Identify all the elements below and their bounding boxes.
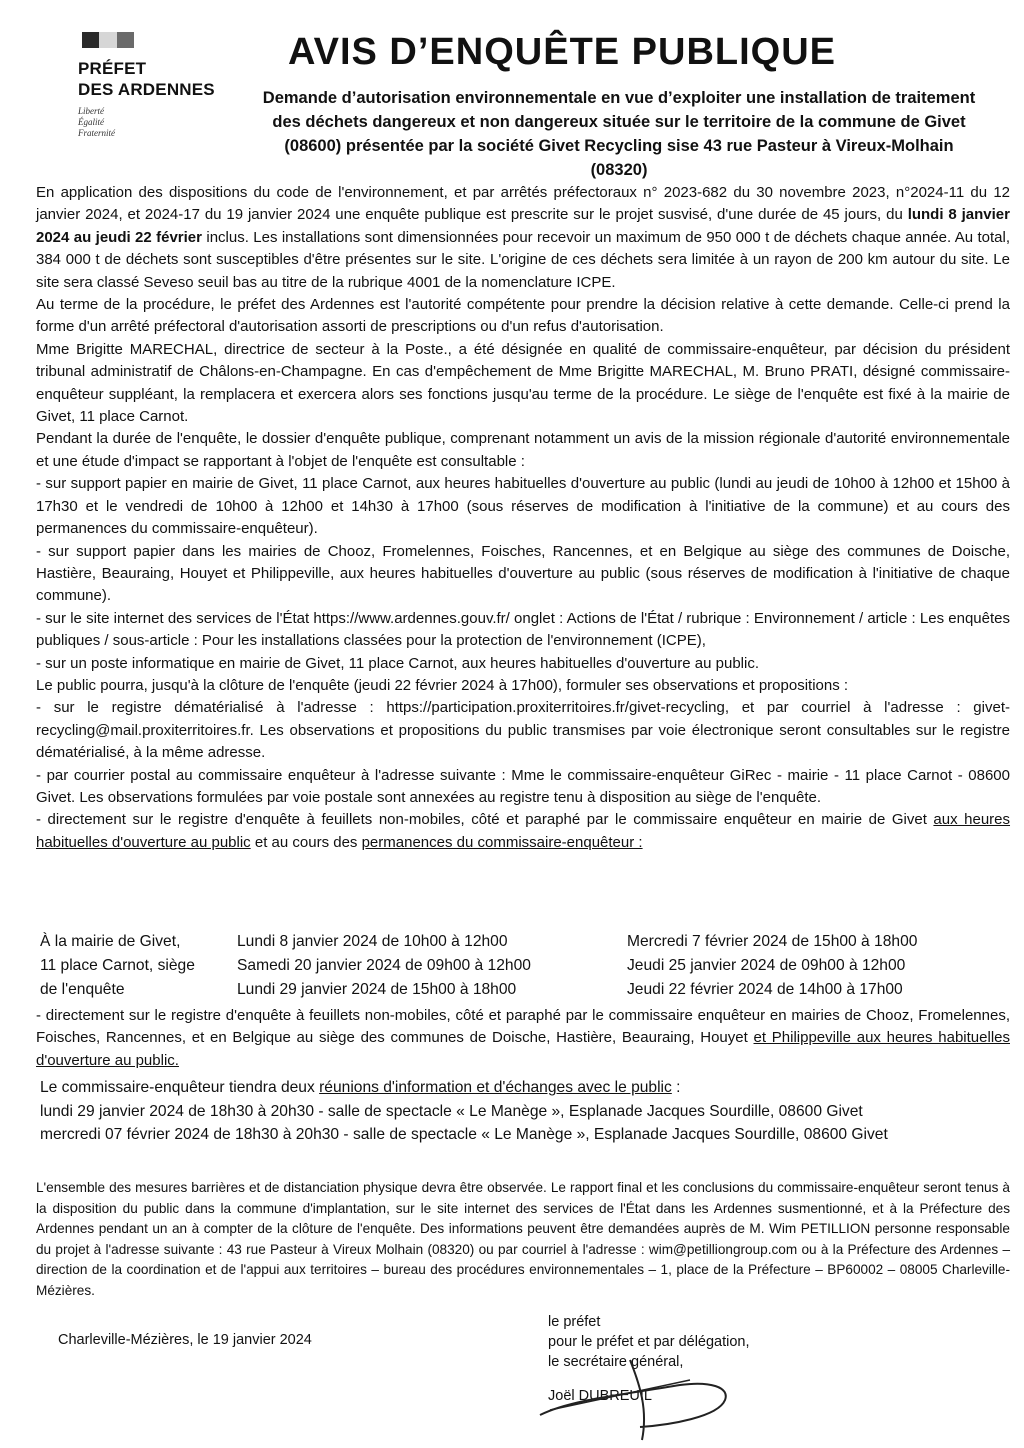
- page-title: AVIS D’ENQUÊTE PUBLIQUE: [288, 31, 837, 73]
- paragraph-other-mairies: - sur support papier dans les mairies de Chooz, Fromelennes, Foisches, Rancennes, et en Belgique au siège des communes de Doische, Hastière, Beauraing, Houyet et Philippeville, aux heures habituelles d'ouverture au public (sous réserves de modification à l'initiative de chaque commune).: [36, 542, 1010, 605]
- paragraph-courrier: - par courrier postal au commissaire enquêteur à l'adresse suivante : Mme le commissaire-enquêteur GiRec - mairie - 11 place Carnot - 08600 Givet. Les observations formulées par voie postale sont annexées au registre tenu à disposition au siège de l'enquête.: [36, 766, 1010, 806]
- reunion-line: lundi 29 janvier 2024 de 18h30 à 20h30 - salle de spectacle « Le Manège », Esplanade Jacques Sourdille, 08600 Givet: [40, 1102, 863, 1120]
- schedule-column-1: Lundi 8 janvier 2024 de 10h00 à 12h00 Samedi 20 janvier 2024 de 09h00 à 12h00 Lundi 29 janvier 2024 de 15h00 à 18h00: [237, 933, 531, 998]
- paragraph-observations: Le public pourra, jusqu'à la clôture de l'enquête (jeudi 22 février 2024 à 17h00), formuler ses observations et propositions :: [36, 676, 849, 694]
- paragraph-givet-paper: - sur support papier en mairie de Givet, 11 place Carnot, aux heures habituelles d'ouverture au public (lundi au jeudi de 10h00 à 12h00 et 15h00 à 17h30 et le vendredi de 10h00 à 12h00 et 14h30 à 17h00 (sous réserves de modification à l'initiative de la commune) et au cours des permanences du commissaire-enquêteur).: [36, 475, 1010, 538]
- issuer-name: PRÉFET DES ARDENNES: [78, 59, 215, 99]
- signature-block: le préfet pour le préfet et par délégation, le secrétaire général, Joël DUBREUIL: [548, 1314, 750, 1404]
- handwritten-signature: [530, 1355, 760, 1445]
- paragraph-registre-other: - directement sur le registre d'enquête à feuillets non-mobiles, côté et paraphé par le commissaire enquêteur en mairies de Chooz, Fromelennes, Foisches, Rancennes, et en Belgique au siège des communes de Doische, Hastière, Beauraing, Houyet et Philippeville aux heures habituelles d'ouverture au public.: [36, 1007, 1010, 1069]
- reunion-line: mercredi 07 février 2024 de 18h30 à 20h30 - salle de spectacle « Le Manège », Esplanade Jacques Sourdille, 08600 Givet: [40, 1126, 888, 1143]
- prefecture-logo: [78, 32, 248, 139]
- paragraph-computer: - sur un poste informatique en mairie de Givet, 11 place Carnot, aux heures habituelles d'ouverture au public.: [36, 654, 759, 672]
- schedule-column-2: Mercredi 7 février 2024 de 15h00 à 18h00 Jeudi 25 janvier 2024 de 09h00 à 12h00 Jeudi 22 février 2024 de 14h00 à 17h00: [627, 933, 918, 998]
- paragraph-dossier: Pendant la durée de l'enquête, le dossier d'enquête publique, comprenant notamment un avis de la mission régionale d'autorité environnementale et une étude d'impact se rapportant à l'objet de l'enquête est consultable :: [36, 430, 1010, 470]
- paragraph-procedure: Au terme de la procédure, le préfet des Ardennes est l'autorité compétente pour prendre la décision relative à cette demande. Celle-ci prend la forme d'un arrêté préfectoral d'autorisation assorti de prescriptions ou d'un refus d'autorisation.: [36, 296, 1010, 336]
- reunions-intro: Le commissaire-enquêteur tiendra deux réunions d'information et d'échanges avec le public :: [40, 1079, 681, 1096]
- paragraph-commissaire: Mme Brigitte MARECHAL, directrice de secteur à la Poste., a été désignée en qualité de commissaire-enquêteur, par décision du président tribunal administratif de Châlons-en-Champagne. En cas d'empêchement de Mme Brigitte MARECHAL, M. Bruno PRATI, désigné commissaire-enquêteur suppléant, la remplacera et exercera alors ses fonctions jusqu'au terme de la procédure. Le siège de l'enquête est fixé à la mairie de Givet, 11 place Carnot.: [36, 340, 1010, 426]
- page-subtitle: Demande d’autorisation environnementale en vue d’exploiter une installation de traitement des déchets dangereux et non dangereux située sur le territoire de la commune de Givet (08600) présentée par la société Givet Recycling sise 43 rue Pasteur à Vireux-Molhain (08320): [262, 89, 976, 179]
- paragraph-closing: L'ensemble des mesures barrières et de distanciation physique devra être observée. Le rapport final et les conclusions du commissaire-enquêteur seront tenus à la disposition du public dans la commune d'implantation, sur le site internet des services de l'État dans les Ardennes susmentionné, et à la Préfecture des Ardennes pendant un an à compter de la clôture de l'enquête. Des informations peuvent être demandées auprès de M. Wim PETILLION personne responsable du projet à l'adresse suivante : 43 rue Pasteur à Vireux Molhain (08320) ou par courriel à l'adresse : wim@petilliongroup.com ou à la Préfecture des Ardennes – direction de la coordination et de l'appui aux territoires – bureau des procédures environnementales – 1, place de la Préfecture – BP60002 – 08005 Charleville-Mézières.: [36, 1180, 1010, 1298]
- paragraph-registre-dematerialise: - sur le registre dématérialisé à l'adresse : https://participation.proxiterritoires.fr/givet-recycling, et par courriel à l'adresse : givet-recycling@mail.proxiterritoires.fr. Les observations et propositions du public transmises par voie électronique seront consultables sur le registre dématérialisé, à la même adresse.: [36, 699, 1010, 762]
- republic-motto: Liberté Égalité Fraternité: [78, 106, 115, 138]
- signatory-name: Joël DUBREUIL: [548, 1388, 652, 1404]
- reunions-block: [40, 1076, 1010, 1147]
- place-date: Charleville-Mézières, le 19 janvier 2024: [58, 1332, 312, 1348]
- marianne-flag-icon: [82, 32, 134, 48]
- permanences-schedule: [40, 930, 1010, 1002]
- paragraph-registre-givet: - directement sur le registre d'enquête à feuillets non-mobiles, côté et paraphé par le commissaire enquêteur en mairie de Givet aux heures habituelles d'ouverture au public et au cours des permanences du commissaire-enquêteur :: [36, 811, 1011, 851]
- schedule-location: À la mairie de Givet, 11 place Carnot, siège de l'enquête: [40, 933, 195, 998]
- notice-body: [36, 182, 1010, 854]
- paragraph-website: - sur le site internet des services de l'État https://www.ardennes.gouv.fr/ onglet : Actions de l'État / rubrique : Environnement / article : Les enquêtes publiques / sous-article : Pour les installations classées pour la protection de l'environnement (ICPE),: [36, 609, 1010, 650]
- paragraph-arretes: En application des dispositions du code de l'environnement, et par arrêtés préfectoraux n° 2023-682 du 30 novembre 2023, n°2024-11 du 12 janvier 2024, et 2024-17 du 19 janvier 2024 une enquête publique est prescrite sur le projet susvisé, d'une durée de 45 jours, du lundi 8 janvier 2024 au jeudi 22 février inclus. Les installations sont dimensionnées pour recevoir un maximum de 950 000 t de déchets chaque année. Au total, 384 000 t de déchets sont susceptibles d'être présentes sur le site. L'origine de ces déchets sera limitée à un rayon de 200 km autour du site. Le site sera classé Seveso seuil bas au titre de la rubrique 4001 de la nomenclature ICPE.: [36, 184, 1010, 291]
